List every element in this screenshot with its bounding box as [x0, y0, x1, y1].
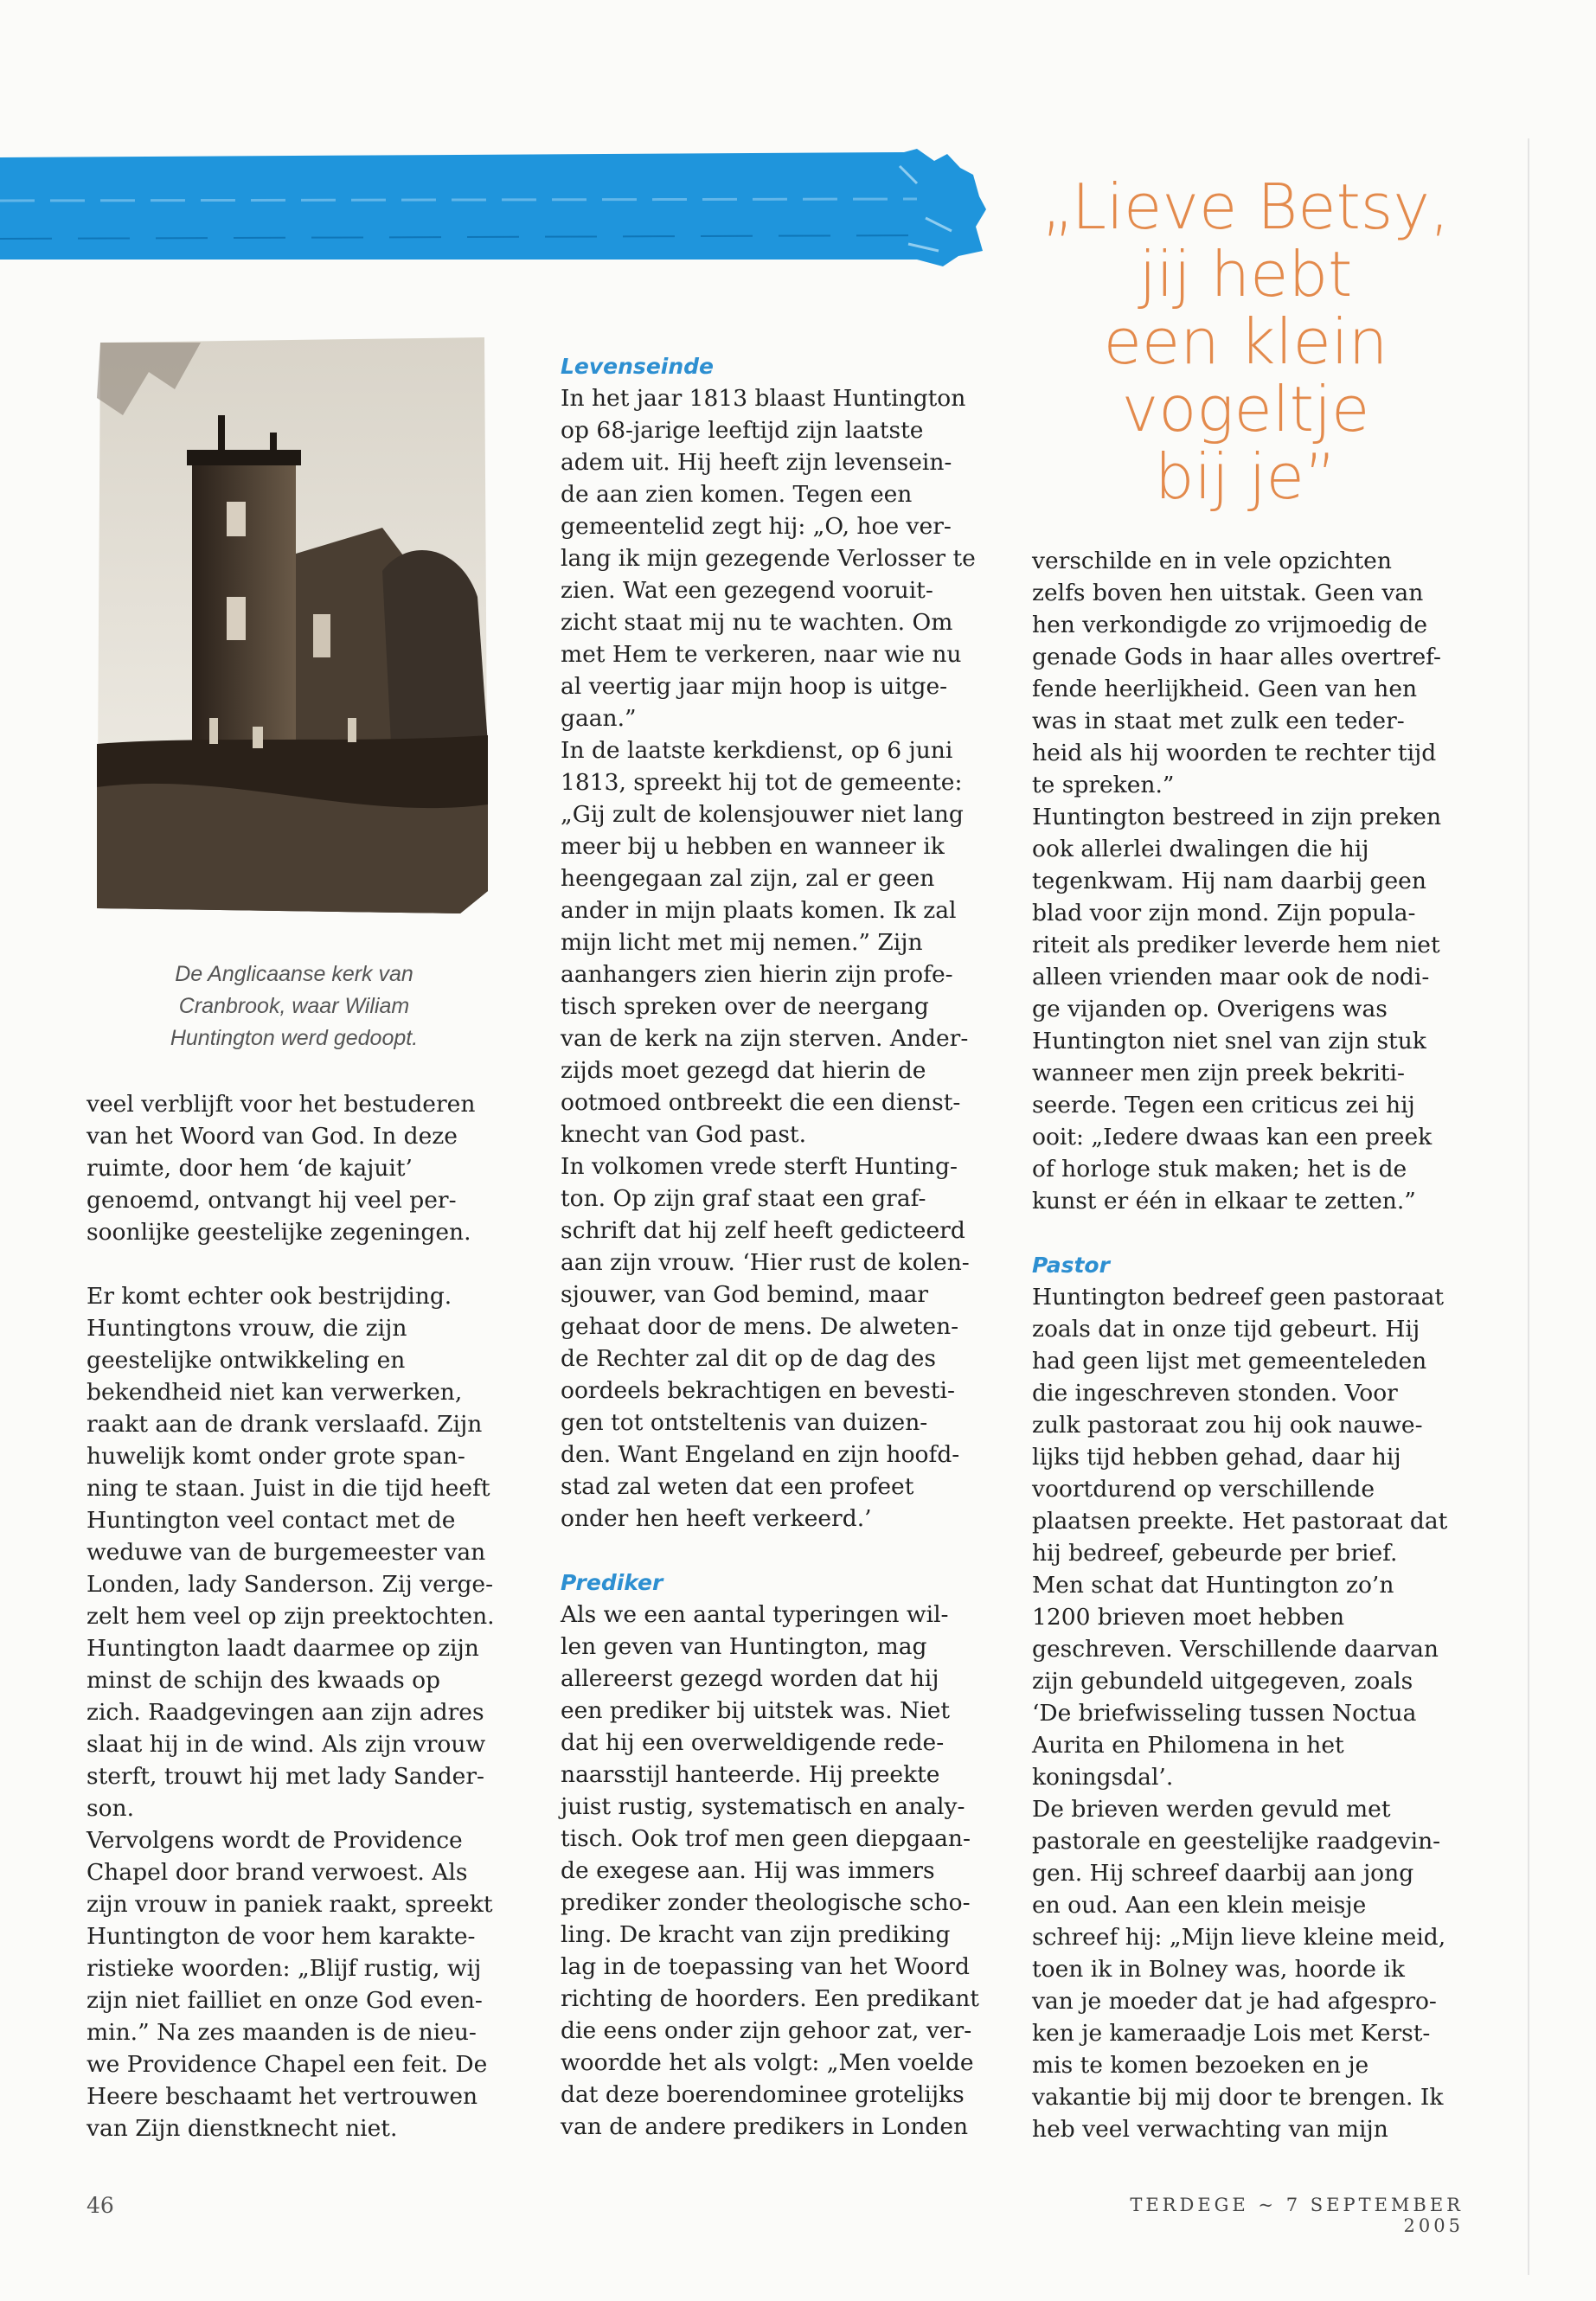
column-3 [1032, 545, 1465, 2145]
blue-brush-banner [0, 149, 986, 266]
paragraph: Huntington bestreed in zijn preken ook allerlei dwalingen die hij tegenkwam. Hij nam daarbij geen blad voor zijn mond. Zijn popula- riteit als prediker leverde hem niet alleen vrienden maar ook de nodi- ge vijanden op. Overigens was Huntington niet snel van zijn stuk wanneer men zijn preek bekriti- seerde. Tegen een criticus zei hij ooit: „Iedere dwaas kan een preek of horloge stuk maken; het is de kunst er één in elkaar te zetten.” [1032, 804, 1442, 1215]
publication-footer: TERDEGE ~ 7 SEPTEMBER 2005 [1130, 2195, 1464, 2236]
pull-quote-line: vogeltje [1121, 373, 1370, 445]
caption-line: Cranbrook, waar Wiliam [178, 994, 410, 1018]
paragraph: Als we een aantal typeringen wil- len geven van Huntington, mag allereerst gezegd worden dat hij een prediker bij uitstek was. Niet dat hij een overweldigende rede- naarsstijl hanteerde. Hij preekte juist rustig, systematisch en analy- tisch. Ook trof men geen diepgaan- de exegese aan. Hij was immers prediker zonder theologische scho- ling. De kracht van zijn prediking lag in de toepassing van het Woord richting de hoorders. Een predikant die eens onder zijn gehoor zat, ver- woordde het als volgt: „Men voelde dat deze boerendominee grotelijks van de andere predikers in Londen [561, 1601, 979, 2140]
paragraph: Er komt echter ook bestrijding. Huntingtons vrouw, die zijn geestelijke ontwikkeling en bekendheid niet kan verwerken, raakt aan de drank verslaafd. Zijn huwelijk komt onder grote span- ning te staan. Juist in die tijd heeft Huntington veel contact met de weduwe van de burgemeester van Londen, lady Sanderson. Zij verge- zelt hem veel op zijn preektochten. Huntington laadt daarmee op zijn minst de schijn des kwaads op zich. Raadgevingen aan zijn adres slaat hij in de wind. Als zijn vrouw sterft, trouwt hij met lady Sander- son. [87, 1283, 495, 1822]
section-heading: Prediker [561, 1570, 663, 1595]
paragraph: De brieven werden gevuld met pastorale en geestelijke raadgevin- gen. Hij schreef daarbij aan jong en oud. Aan een klein meisje schreef hij: „Mijn lieve kleine meid, toen ik in Bolney was, hoorde ik van je moeder dat je had afgespro- ken je kameraadje Lois met Kerst- mis te komen bezoeken en je vakantie bij mij door te brengen. Ik heb veel verwachting van mijn [1032, 1796, 1446, 2143]
paragraph: In volkomen vrede sterft Hunting- ton. Op zijn graf staat een graf- schrift dat hij zelf heeft gedicteerd aan zijn vrouw. ‘Hier rust de kolen- sjouwer, van God bemind, maar gehaat door de mens. De alweten- de Rechter zal dit op de dag des oordeels bekrachtigen en bevesti- gen tot ontsteltenis van duizen- den. Want Engeland en zijn hoofd- stad zal weten dat een profeet onder hen heeft verkeerd.’ [561, 1153, 970, 1532]
church-photo [97, 337, 488, 913]
paragraph: verschilde en in vele opzichten zelfs boven hen uitstak. Geen van hen verkondigde zo vrijmoedig de genade Gods in haar alles overtref- fende heerlijkheid. Geen van hen was in staat met zulk een teder- heid als hij woorden te rechter tijd te spreken.” [1032, 548, 1441, 798]
paragraph: Huntington bedreef geen pastoraat zoals dat in onze tijd gebeurt. Hij had geen lijst met gemeenteleden die ingeschreven stonden. Voor zulk pastoraat zou hij ook nauwe- lijks tijd hebben gehad, daar hij voortdurend op verschillende plaatsen preekte. Het pastoraat dat hij bedreef, gebeurde per brief. Men schat dat Huntington zo’n 1200 brieven moet hebben geschreven. Verschillende daarvan zijn gebundeld uitgegeven, zoals ‘De briefwisseling tussen Noctua Aurita en Philomena in het koningsdal’. [1032, 1284, 1448, 1791]
paragraph: Vervolgens wordt de Providence Chapel door brand verwoest. Als zijn vrouw in paniek raakt, spreekt Huntington de voor hem karakte- ristieke woorden: „Blijf rustig, wij zijn niet failliet en onze God even- min.” Na zes maanden is de nieu- we Providence Chapel een feit. De Heere beschaamt het vertrouwen van Zijn dienstknecht niet. [87, 1827, 493, 2142]
caption-line: Huntington werd gedoopt. [170, 1026, 419, 1050]
pull-quote-line: een klein [1103, 305, 1388, 378]
column-2 [561, 350, 993, 2143]
photo-caption [130, 958, 458, 1054]
paragraph: In de laatste kerkdienst, op 6 juni 1813, spreekt hij tot de gemeente: „Gij zult de kolensjouwer niet lang meer bij u hebben en wanneer ik heengegaan zal zijn, zal er geen ander in mijn plaats komen. Ik zal mijn licht met mij nemen.” Zijn aanhangers zien hierin zijn profe- tisch spreken over de neergang van de kerk na zijn sterven. Ander- zijds moet gezegd dat hierin de ootmoed ontbreekt die een dienst- knecht van God past. [561, 737, 969, 1148]
page-edge-line [1528, 138, 1529, 2275]
pull-quote-line: „Lieve Betsy, [1042, 170, 1450, 243]
page-number: 46 [87, 2193, 114, 2218]
paragraph: veel verblijft voor het bestuderen van het Woord van God. In deze ruimte, door hem ‘de kajuit’ genoemd, ontvangt hij veel per- soonlijke geestelijke zegeningen. [87, 1091, 476, 1246]
paragraph: In het jaar 1813 blaast Huntington op 68-jarige leeftijd zijn laatste adem uit. Hij heeft zijn levensein- de aan zien komen. Tegen een gemeentelid zegt hij: „O, hoe ver- lang ik mijn gezegende Verlosser te zien. Wat een gezegend vooruit- zicht staat mij nu te wachten. Om met Hem te verkeren, naar wie nu al veertig jaar mijn hoop is uitge- gaan.” [561, 385, 976, 732]
caption-line: De Anglicaanse kerk van [175, 962, 413, 986]
column-1 [87, 1088, 519, 2144]
section-heading: Pastor [1032, 1253, 1110, 1278]
section-heading: Levenseinde [561, 354, 714, 379]
pull-quote-line: jij hebt [1138, 238, 1353, 311]
pull-quote-line: bij je” [1154, 440, 1337, 513]
pull-quote [1012, 170, 1479, 513]
